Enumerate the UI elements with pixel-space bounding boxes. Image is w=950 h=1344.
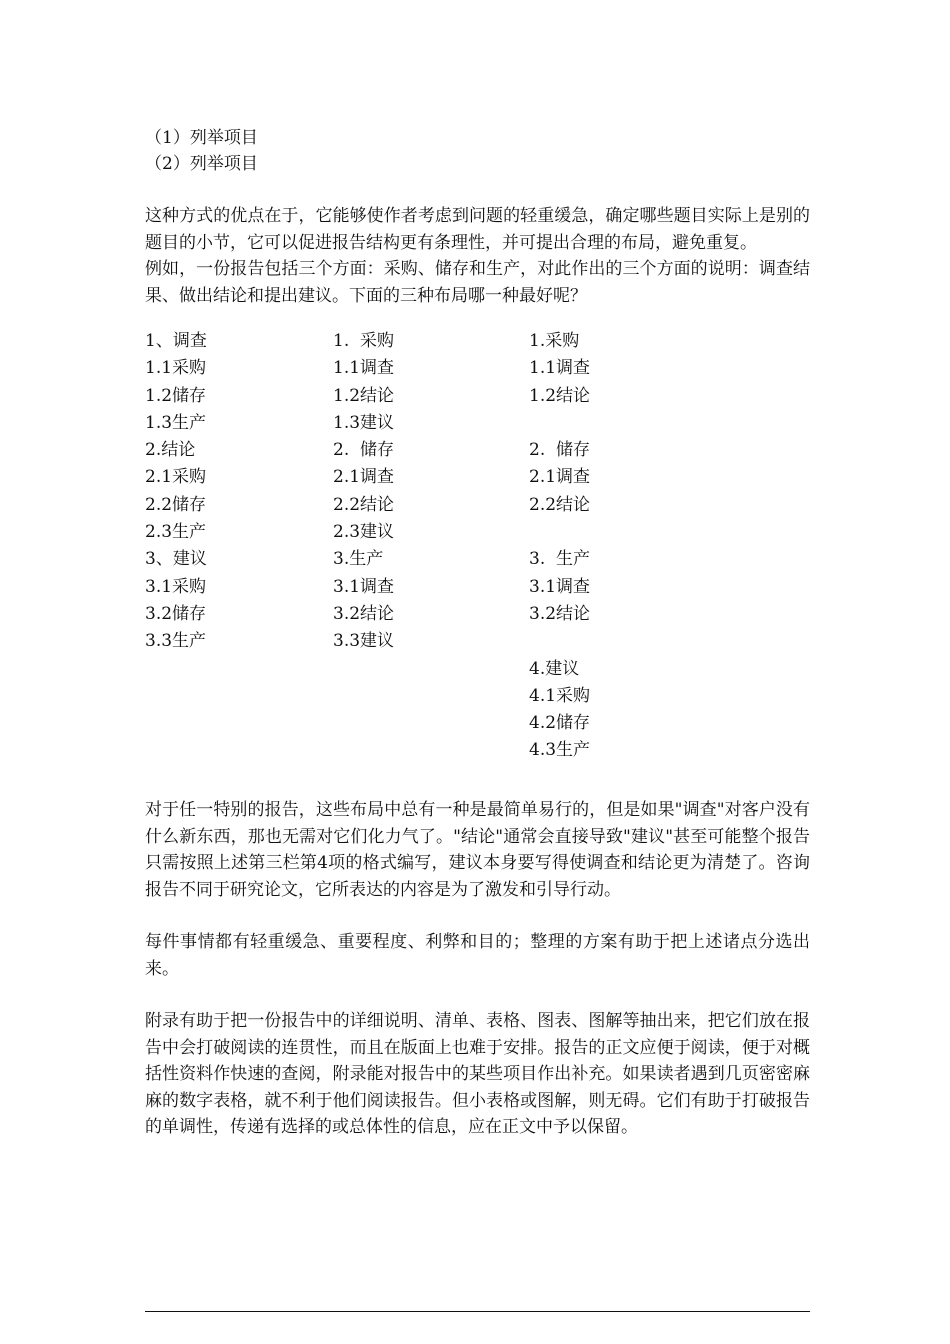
outline-entry: 1.1采购 bbox=[145, 358, 207, 379]
list-item: （1）列举项目 bbox=[145, 128, 258, 148]
outline-entry: 1.2结论 bbox=[529, 385, 591, 406]
outline-spacer bbox=[529, 628, 590, 655]
outline-comparison bbox=[145, 328, 810, 778]
outline-entry: 1、调查 bbox=[145, 331, 207, 351]
outline-entry: 1. 采购 bbox=[333, 331, 395, 351]
outline-spacer bbox=[529, 410, 590, 437]
paragraph-priorities: 每件事情都有轻重缓急、重要程度、利弊和目的；整理的方案有助于把上述诸点分选出来。 bbox=[145, 932, 810, 979]
paragraph-appendix: 附录有助于把一份报告中的详细说明、清单、表格、图表、图解等抽出来，把它们放在报告中会打破阅读的连贯性，而且在版面上也难于安排。报告的正文应便于阅读，便于对概括性资料作快速的查阅，附录能对报告中的某些项目作出补充。如果读者遇到几页密密麻麻的数字表格，就不利于他们阅读报告。但小表格或图解，则无碍。它们有助于打破报告的单调性，传递有选择的或总体性的信息，应在正文中予以保留。 bbox=[145, 1011, 810, 1137]
outline-entry: 1.2储存 bbox=[145, 385, 207, 406]
outline-entry: 2.3建议 bbox=[333, 522, 395, 543]
outline-entry: 4.2储存 bbox=[529, 713, 591, 734]
outline-entry: 3.1调查 bbox=[333, 576, 395, 597]
outline-entry: 2.1调查 bbox=[529, 467, 591, 488]
outline-entry: 4.1采购 bbox=[529, 685, 591, 706]
outline-entry: 3.2结论 bbox=[333, 603, 395, 624]
outline-column-2 bbox=[333, 328, 394, 656]
list-item: （2）列举项目 bbox=[145, 154, 258, 174]
outline-entry: 2. 储存 bbox=[333, 440, 395, 461]
outline-column-1 bbox=[145, 328, 207, 656]
outline-entry: 3.3生产 bbox=[145, 631, 207, 652]
outline-entry: 3. 生产 bbox=[529, 549, 591, 570]
outline-entry: 3.2储存 bbox=[145, 603, 207, 624]
outline-entry: 1.1调查 bbox=[333, 358, 395, 379]
outline-column-3 bbox=[529, 328, 590, 765]
outline-entry: 3.3建议 bbox=[333, 631, 395, 652]
outline-entry: 2. 储存 bbox=[529, 440, 591, 461]
outline-entry: 2.1调查 bbox=[333, 467, 395, 488]
outline-entry: 1.3建议 bbox=[333, 412, 395, 433]
outline-entry: 3.生产 bbox=[333, 549, 384, 570]
outline-entry: 1.2结论 bbox=[333, 385, 395, 406]
paragraph-example: 例如，一份报告包括三个方面：采购、储存和生产，对此作出的三个方面的说明：调查结果、做出结论和提出建议。下面的三种布局哪一种最好呢？ bbox=[145, 259, 810, 306]
outline-entry: 4.3生产 bbox=[529, 740, 591, 761]
outline-entry: 2.3生产 bbox=[145, 522, 207, 543]
footer-divider bbox=[145, 1311, 810, 1312]
outline-entry: 1.3生产 bbox=[145, 412, 207, 433]
outline-entry: 3、建议 bbox=[145, 549, 207, 570]
paragraph-simplest-layout: 对于任一特别的报告，这些布局中总有一种是最简单易行的，但是如果"调查"对客户没有什么新东西，那也无需对它们化力气了。"结论"通常会直接导致"建议"甚至可能整个报告只需按照上述第三栏第4项的格式编写，建议本身要写得使调查和结论更为清楚了。咨询报告不同于研究论文，它所表达的内容是为了激发和引导行动。 bbox=[145, 800, 810, 900]
outline-entry: 2.2储存 bbox=[145, 494, 207, 515]
outline-spacer bbox=[529, 519, 590, 546]
outline-entry: 2.2结论 bbox=[529, 494, 591, 515]
outline-entry: 2.2结论 bbox=[333, 494, 395, 515]
outline-entry: 3.2结论 bbox=[529, 603, 591, 624]
outline-entry: 2.结论 bbox=[145, 440, 196, 461]
paragraph-advantage: 这种方式的优点在于，它能够使作者考虑到问题的轻重缓急，确定哪些题目实际上是别的题目的小节，它可以促进报告结构更有条理性，并可提出合理的布局，避免重复。 bbox=[145, 206, 810, 253]
document-body bbox=[145, 125, 810, 1141]
outline-entry: 2.1采购 bbox=[145, 467, 207, 488]
outline-entry: 1.采购 bbox=[529, 331, 580, 351]
outline-entry: 3.1采购 bbox=[145, 576, 207, 597]
outline-entry: 4.建议 bbox=[529, 658, 580, 679]
outline-entry: 3.1调查 bbox=[529, 576, 591, 597]
outline-entry: 1.1调查 bbox=[529, 358, 591, 379]
